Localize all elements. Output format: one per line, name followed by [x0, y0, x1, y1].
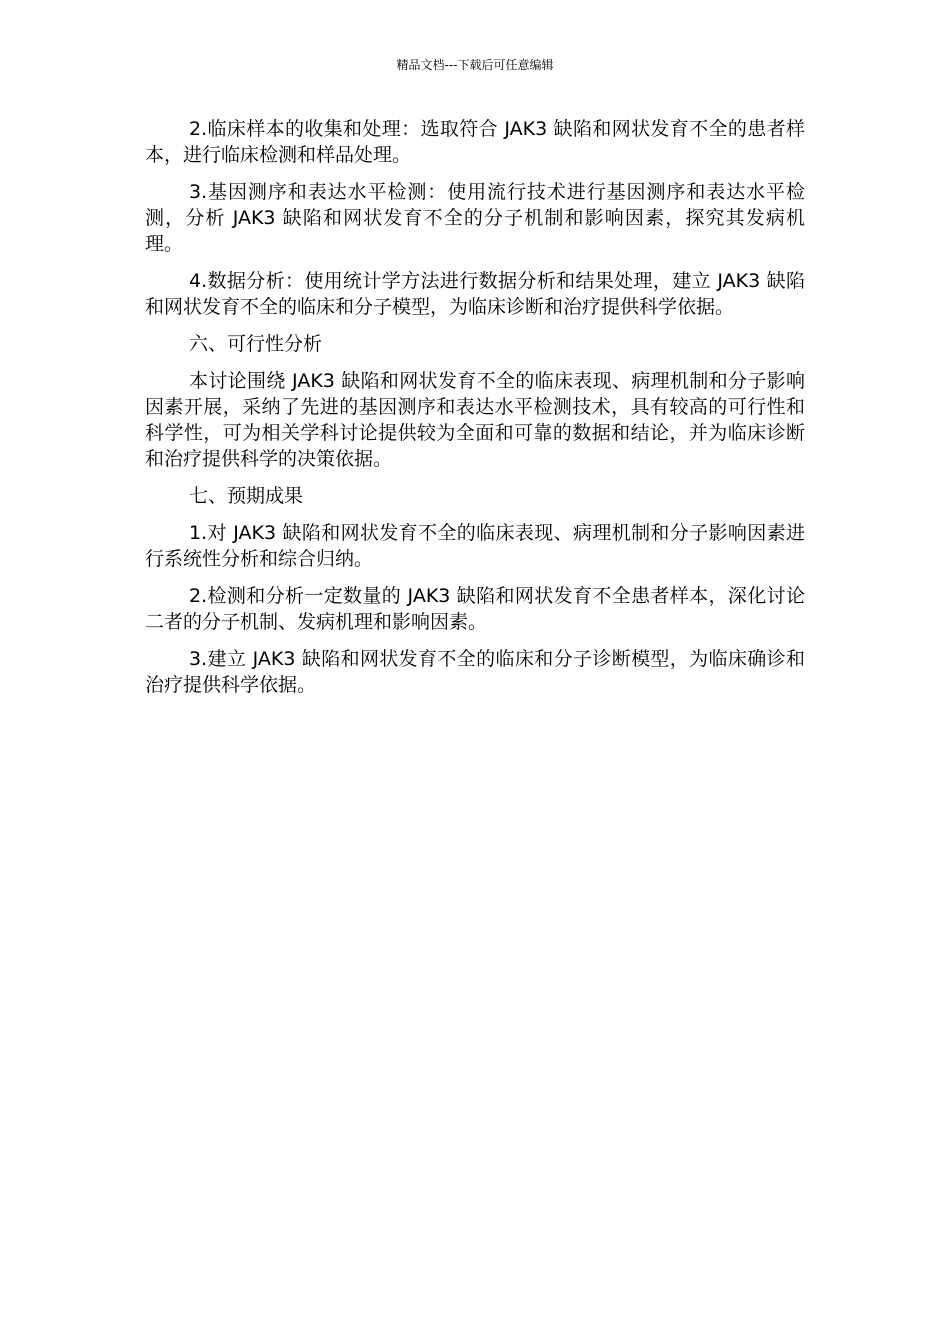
document-body — [145, 116, 805, 709]
paragraph-sample-collection: 2.临床样本的收集和处理：选取符合 JAK3 缺陷和网状发育不全的患者样本，进行临床检测和样品处理。 — [145, 118, 805, 166]
paragraph-data-analysis: 4.数据分析：使用统计学方法进行数据分析和结果处理，建立 JAK3 缺陷和网状发育不全的临床和分子模型，为临床诊断和治疗提供科学依据。 — [145, 270, 805, 318]
page-header: 精品文档---下载后可任意编辑 — [396, 58, 554, 72]
section-heading-expected-results: 七、预期成果 — [189, 485, 304, 507]
paragraph-result-2: 2.检测和分析一定数量的 JAK3 缺陷和网状发育不全患者样本，深化讨论二者的分子机制、发病机理和影响因素。 — [145, 585, 805, 633]
section-heading-feasibility: 六、可行性分析 — [189, 333, 323, 355]
paragraph-result-3: 3.建立 JAK3 缺陷和网状发育不全的临床和分子诊断模型，为临床确诊和治疗提供科学依据。 — [145, 648, 805, 696]
paragraph-gene-sequencing: 3.基因测序和表达水平检测：使用流行技术进行基因测序和表达水平检测，分析 JAK3 缺陷和网状发育不全的分子机制和影响因素，探究其发病机理。 — [145, 181, 805, 255]
paragraph-feasibility: 本讨论围绕 JAK3 缺陷和网状发育不全的临床表现、病理机制和分子影响因素开展，采纳了先进的基因测序和表达水平检测技术，具有较高的可行性和科学性，可为相关学科讨论提供较为全面和可靠的数据和结论，并为临床诊断和治疗提供科学的决策依据。 — [145, 370, 805, 470]
paragraph-result-1: 1.对 JAK3 缺陷和网状发育不全的临床表现、病理机制和分子影响因素进行系统性分析和综合归纳。 — [145, 522, 805, 570]
